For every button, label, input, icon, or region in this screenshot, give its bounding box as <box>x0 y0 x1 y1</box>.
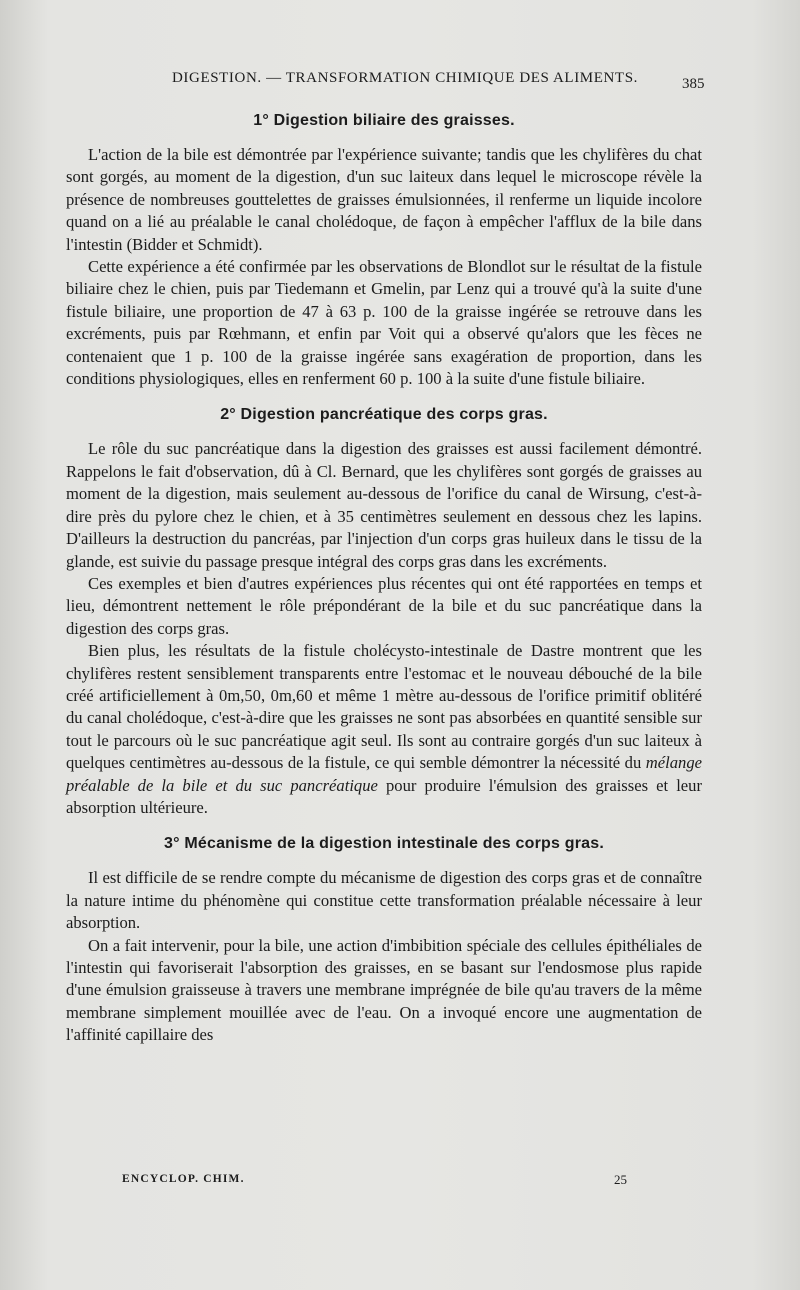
section-title: 1° Digestion biliaire des graisses. <box>253 112 515 129</box>
signature-number: 25 <box>614 1172 627 1187</box>
italic-phrase: mélange préalable de la bile et du suc pancréatique <box>66 753 702 795</box>
section-pancreatic-digestion <box>66 406 702 819</box>
footer-signature: ENCYCLOP. CHIM. <box>122 1173 245 1185</box>
paragraph-text: Bien plus, les résultats de la fistule cholécysto-intestinale de Dastre montrent que les chylifères restent sensiblement transparents entre l'estomac et le nouveau débouché de la bile créé artificiellement à 0m,50, 0m,60 et même 1 mètre au-dessous de l'orifice primitif oblitéré du canal cholédoque, c'est-à-dire que les graisses ne sont pas absorbées en quantité sensible sur tout le parcours où le suc pancréatique agit seul. Ils sont au contraire gorgés d'un suc laiteux à quelques centimètres au-dessous de la fistule, ce qui semble démontrer la nécessité du <box>66 641 702 773</box>
paragraph <box>66 640 702 819</box>
section-title: 2° Digestion pancréatique des corps gras. <box>220 406 548 424</box>
section-title: 3° Mécanisme de la digestion intestinale des corps gras. <box>164 835 604 853</box>
paragraph-text: pour produire l'émulsion des graisses et leur absorption ultérieure. <box>66 775 702 817</box>
section-mechanism <box>66 835 702 1046</box>
paragraph: On a fait intervenir, pour la bile, une action d'imbibition spéciale des cellules épithéliales de l'intestin qui favoriserait l'absorption des graisses, en se basant sur l'endosmose plus rapide d'une émulsion graisseuse à travers une membrane imprégnée de bile qu'au travers de la même membrane simplement mouillée avec de l'eau. On a invoqué encore une augmentation de l'affinité capillaire des <box>66 935 702 1045</box>
page-body <box>66 112 702 1063</box>
section-biliary-digestion <box>66 112 702 390</box>
paragraph: Cette expérience a été confirmée par les observations de Blondlot sur le résultat de la fistule biliaire chez le chien, puis par Tiedemann et Gmelin, par Lenz qui a trouvé qu'à la suite d'une fistule biliaire, une proportion de 47 à 63 p. 100 de la graisse ingérée se retrouve dans les excréments, puis par Rœhmann, et enfin par Voit qui a observé qu'alors que les fèces ne contenaient que 1 p. 100 de la graisse ingérée sans exagération de proportion, dans les conditions physiologiques, elles en renferment 60 p. 100 à la suite d'une fistule biliaire. <box>66 257 702 389</box>
paragraph: Ces exemples et bien d'autres expériences plus récentes qui ont été rapportées en temps et lieu, démontrent nettement le rôle prépondérant de la bile et du suc pancréatique dans la digestion des corps gras. <box>66 573 702 638</box>
page-number: 385 <box>682 76 705 92</box>
paragraph: Le rôle du suc pancréatique dans la digestion des graisses est aussi facilement démontré. Rappelons le fait d'observation, dû à Cl. Bernard, que les chylifères sont gorgés de graisses au moment de la digestion, mais seulement au-dessous de l'orifice du canal de Wirsung, c'est-à-dire près du pylore chez le chien, et à 35 centimètres seulement en dessous chez les lapins. D'ailleurs la destruction du pancréas, par l'injection d'un corps gras huileux dans le tissu de la glande, est suivie du passage presque intégral des corps gras dans les excréments. <box>66 439 702 571</box>
paragraph: Il est difficile de se rendre compte du mécanisme de digestion des corps gras et de connaître la nature intime du phénomène qui constitue cette transformation préalable nécessaire à leur absorption. <box>66 868 702 933</box>
paragraph: L'action de la bile est démontrée par l'expérience suivante; tandis que les chylifères du chat sont gorgés, au moment de la digestion, d'un suc laiteux dans lequel le microscope révèle la présence de nombreuses gouttelettes de graisses émulsionnées, il renferme un liquide incolore quand on a lié au préalable le canal cholédoque, de façon à empêcher l'afflux de la bile dans l'intestin (Bidder et Schmidt). <box>66 145 702 254</box>
running-title: DIGESTION. — TRANSFORMATION CHIMIQUE DES ALIMENTS. <box>172 70 638 86</box>
